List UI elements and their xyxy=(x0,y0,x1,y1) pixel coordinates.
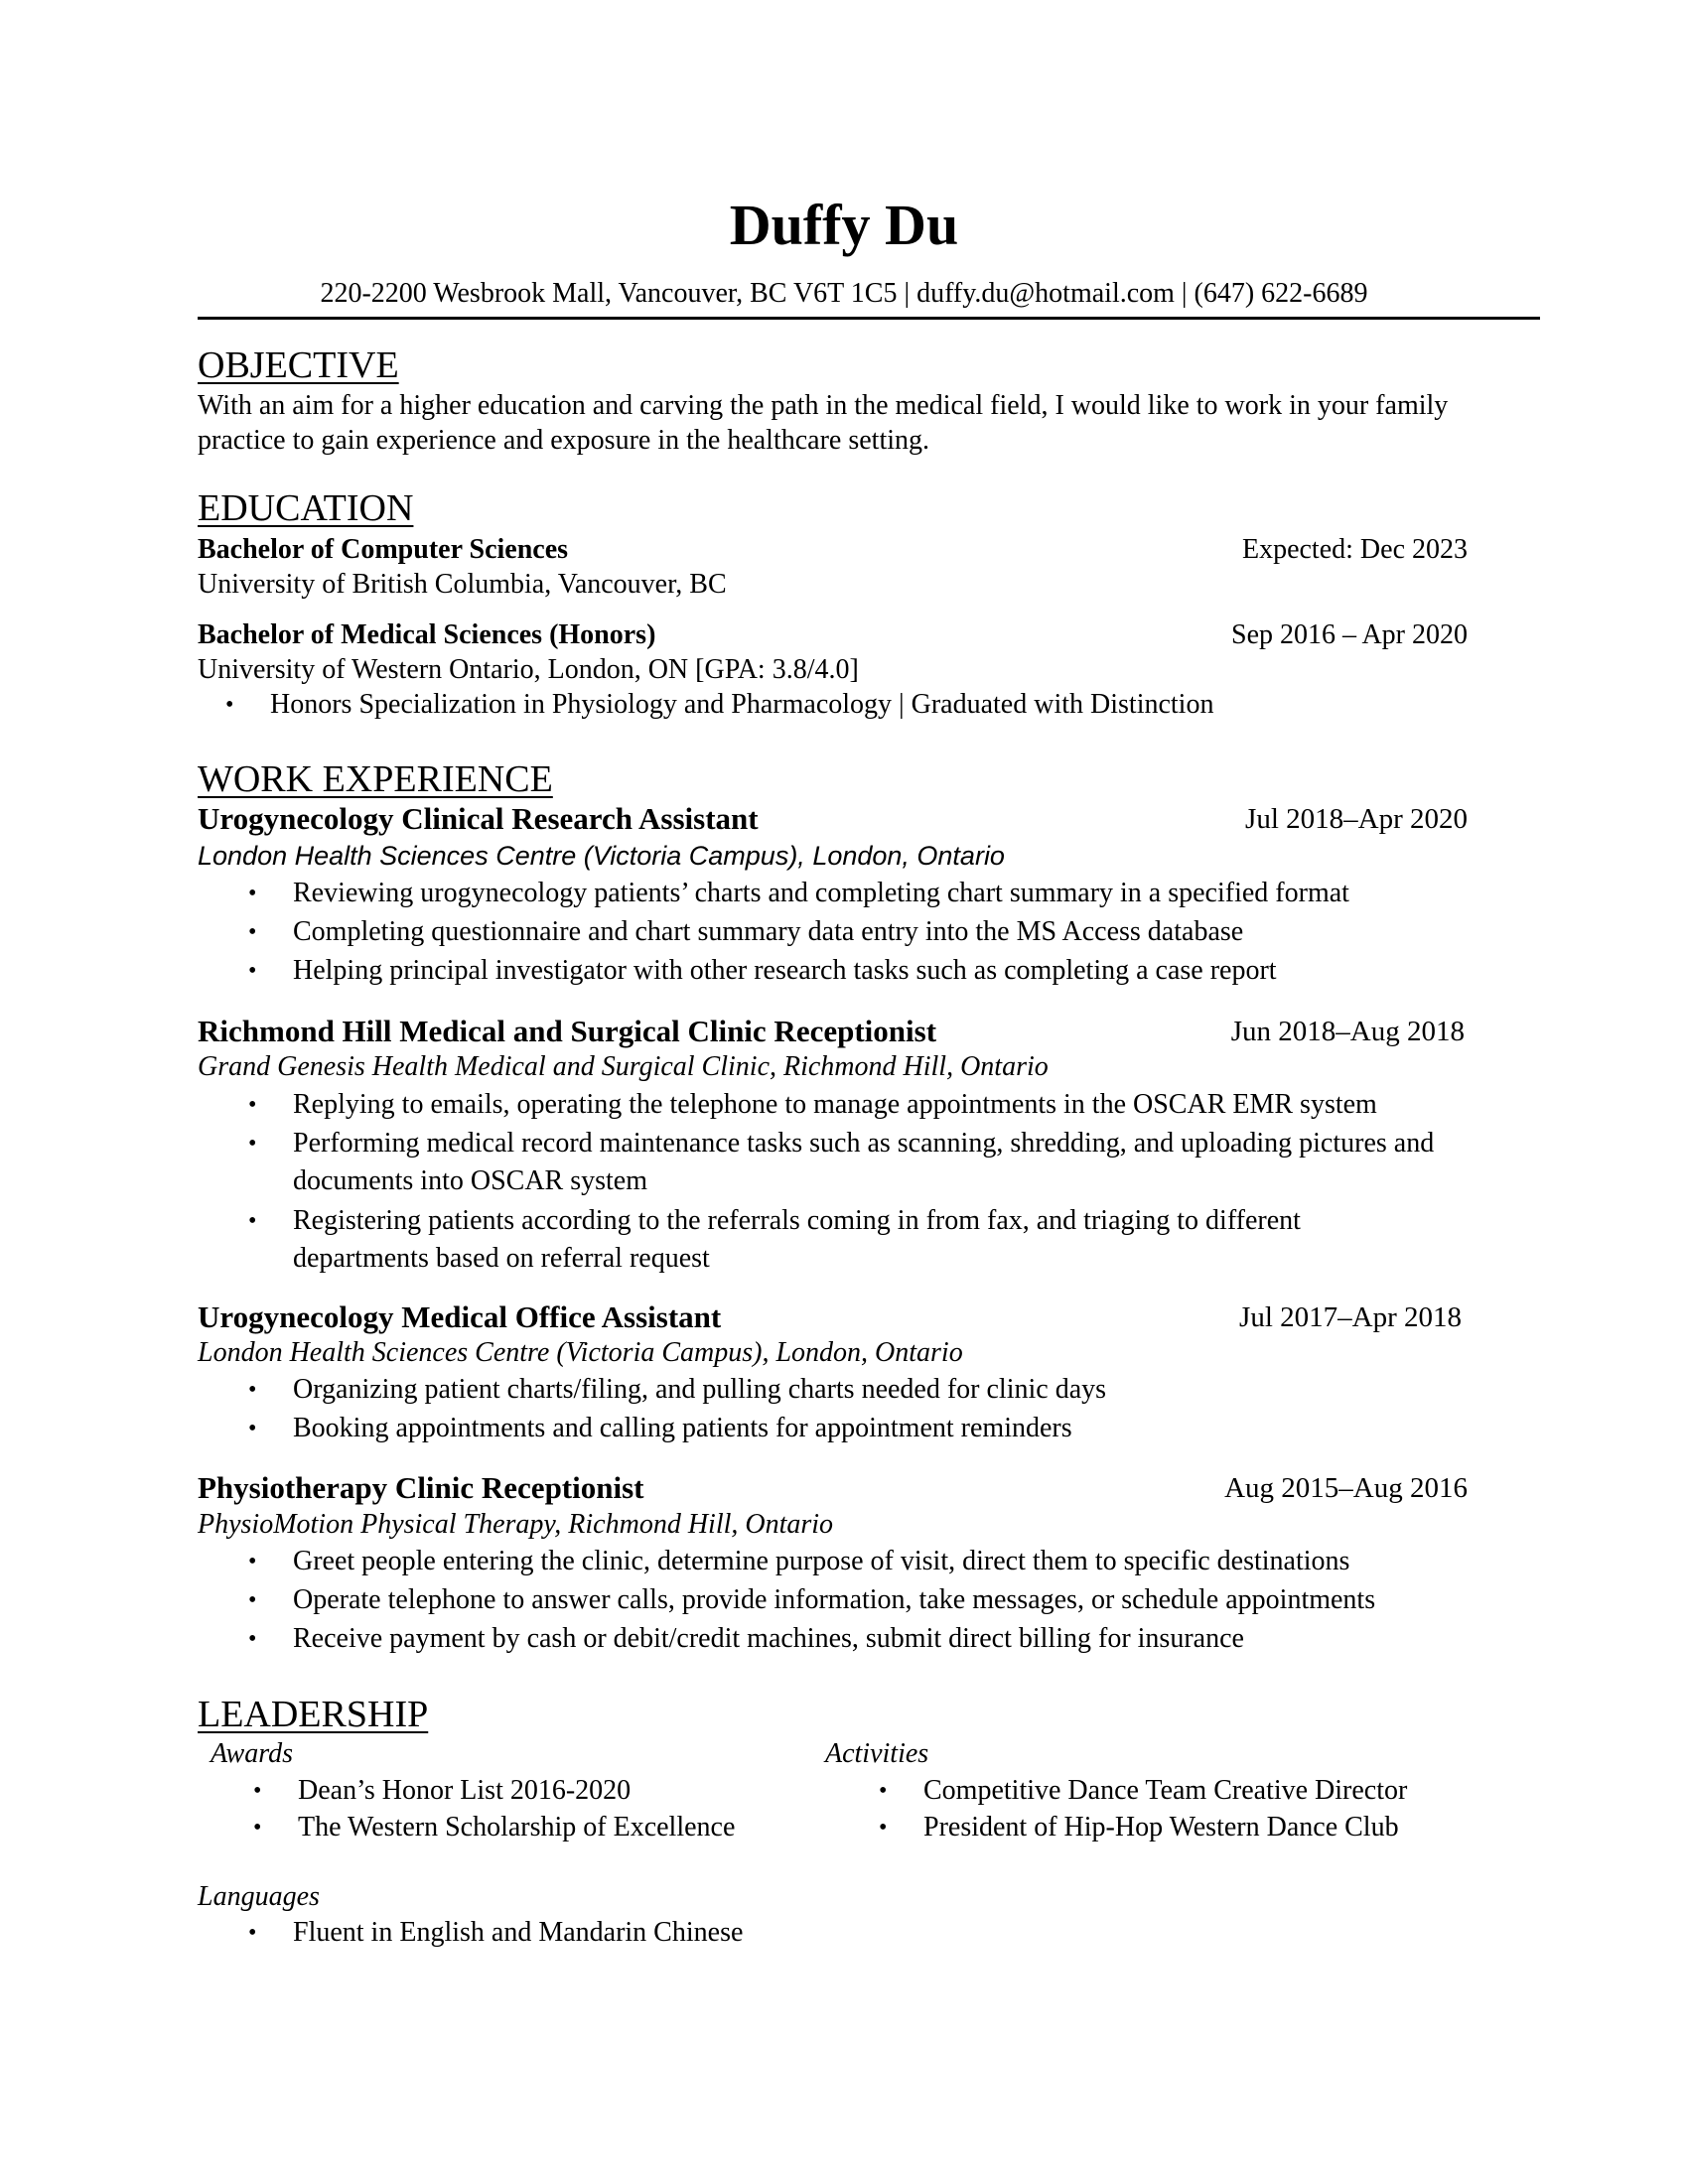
education-degree: Bachelor of Computer Sciences xyxy=(198,534,569,565)
activities-label: Activities xyxy=(825,1738,929,1769)
bullet-icon: • xyxy=(879,1815,888,1841)
job-organization: PhysioMotion Physical Therapy, Richmond Hill, Ontario xyxy=(198,1509,834,1540)
bullet-icon: • xyxy=(248,1131,257,1157)
job-organization: Grand Genesis Health Medical and Surgical Clinic, Richmond Hill, Ontario xyxy=(198,1051,1049,1082)
list-item-text: Dean’s Honor List 2016-2020 xyxy=(298,1775,632,1806)
list-item-text: Helping principal investigator with other research tasks such as completing a case report xyxy=(293,955,1277,986)
job-organization: London Health Sciences Centre (Victoria Campus), London, Ontario xyxy=(198,1337,963,1368)
bullet-icon: • xyxy=(253,1778,262,1804)
bullet-icon: • xyxy=(248,1920,257,1946)
education-heading: EDUCATION xyxy=(198,487,414,529)
job-title: Physiotherapy Clinic Receptionist xyxy=(198,1470,644,1505)
list-item-text: Reviewing urogynecology patients’ charts and completing chart summary in a specified format xyxy=(293,878,1349,908)
job-date: Jul 2018–Apr 2020 xyxy=(1245,803,1468,835)
education-school: University of British Columbia, Vancouver, BC xyxy=(198,569,727,600)
job-date: Aug 2015–Aug 2016 xyxy=(1224,1472,1468,1504)
list-item-text: Booking appointments and calling patients for appointment reminders xyxy=(293,1413,1072,1443)
bullet-icon: • xyxy=(248,919,257,945)
bullet-icon: • xyxy=(248,1587,257,1613)
bullet-icon: • xyxy=(248,1549,257,1574)
list-item-text: Organizing patient charts/filing, and pulling charts needed for clinic days xyxy=(293,1374,1107,1405)
list-item-text: Competitive Dance Team Creative Director xyxy=(923,1775,1408,1806)
leadership-heading: LEADERSHIP xyxy=(198,1694,429,1735)
languages-label: Languages xyxy=(198,1881,320,1912)
header-divider xyxy=(198,317,1540,320)
job-date: Jul 2017–Apr 2018 xyxy=(1239,1301,1462,1333)
list-item-text: Operate telephone to answer calls, provide information, take messages, or schedule appointments xyxy=(293,1584,1376,1615)
list-item-text: Replying to emails, operating the telephone to manage appointments in the OSCAR EMR system xyxy=(293,1089,1377,1120)
bullet-icon: • xyxy=(225,692,234,718)
job-title: Urogynecology Medical Office Assistant xyxy=(198,1299,722,1334)
contact-line: 220-2200 Wesbrook Mall, Vancouver, BC V6T 1C5 | duffy.du@hotmail.com | (647) 622-6689 xyxy=(320,278,1368,309)
list-item-text: The Western Scholarship of Excellence xyxy=(298,1812,736,1843)
education-school: University of Western Ontario, London, ON [GPA: 3.8/4.0] xyxy=(198,654,859,685)
work-experience-heading: WORK EXPERIENCE xyxy=(198,758,553,800)
bullet-icon: • xyxy=(248,958,257,984)
candidate-name: Duffy Du xyxy=(729,193,959,257)
list-item-text: Completing questionnaire and chart summary data entry into the MS Access database xyxy=(293,916,1244,947)
bullet-icon: • xyxy=(248,1416,257,1441)
list-item-text: Registering patients according to the referrals coming in from fax, and triaging to different departments based on referral request xyxy=(293,1205,1301,1274)
list-item-text: Fluent in English and Mandarin Chinese xyxy=(293,1917,744,1948)
bullet-icon: • xyxy=(248,1626,257,1652)
bullet-icon: • xyxy=(248,1092,257,1118)
objective-text: With an aim for a higher education and carving the path in the medical field, I would like to work in your family practice to gain experience and exposure in the healthcare setting. xyxy=(198,390,1449,456)
education-date: Sep 2016 – Apr 2020 xyxy=(1231,619,1468,650)
list-item-text: Honors Specialization in Physiology and Pharmacology | Graduated with Distinction xyxy=(270,689,1214,720)
list-item-text: Performing medical record maintenance tasks such as scanning, shredding, and uploading pictures and documents into OSCAR system xyxy=(293,1128,1435,1196)
list-item-text: Greet people entering the clinic, determine purpose of visit, direct them to specific destinations xyxy=(293,1546,1350,1576)
bullet-icon: • xyxy=(248,881,257,906)
objective-heading: OBJECTIVE xyxy=(198,344,399,386)
job-title: Richmond Hill Medical and Surgical Clinic Receptionist xyxy=(198,1014,937,1048)
education-date: Expected: Dec 2023 xyxy=(1241,534,1468,565)
bullet-icon: • xyxy=(879,1778,888,1804)
job-organization: London Health Sciences Centre (Victoria Campus), London, Ontario xyxy=(198,841,1005,871)
bullet-icon: • xyxy=(253,1815,262,1841)
list-item-text: President of Hip-Hop Western Dance Club xyxy=(923,1812,1399,1843)
bullet-icon: • xyxy=(248,1377,257,1403)
education-degree: Bachelor of Medical Sciences (Honors) xyxy=(198,619,656,650)
bullet-icon: • xyxy=(248,1208,257,1234)
job-title: Urogynecology Clinical Research Assistant xyxy=(198,801,759,836)
list-item-text: Receive payment by cash or debit/credit machines, submit direct billing for insurance xyxy=(293,1623,1244,1654)
job-date: Jun 2018–Aug 2018 xyxy=(1230,1016,1465,1047)
awards-label: Awards xyxy=(211,1738,293,1769)
